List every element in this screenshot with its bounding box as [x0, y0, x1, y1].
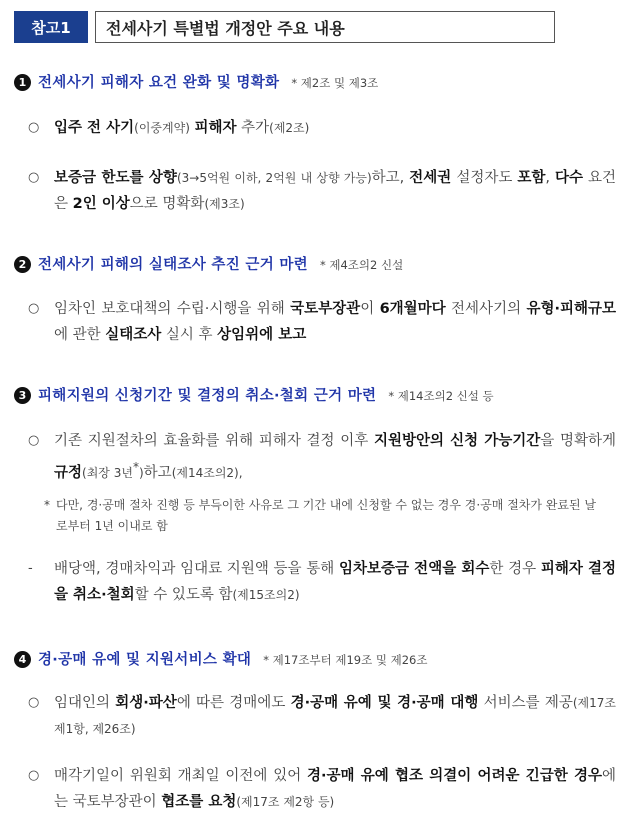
bullet-marker: ○ [28, 433, 40, 448]
section-2-heading [14, 253, 628, 274]
bullet-marker: ○ [28, 120, 40, 135]
item-text: 기존 지원절차의 효율화를 위해 피해자 결정 이후 지원방안의 신청 가능기간을 명확하게 규정(최장 3년*)하고(제14조의2), [54, 433, 616, 481]
footnote [44, 495, 606, 537]
section-3-heading [14, 384, 628, 405]
bullet-marker: * [44, 498, 50, 512]
list-item [28, 690, 616, 742]
bullet-marker: - [28, 561, 33, 576]
document-header [14, 11, 555, 43]
section-number-4: 4 [14, 651, 31, 668]
list-item [28, 115, 616, 141]
item-text: 입주 전 사기(이중계약) 피해자 추가(제2조) [54, 120, 310, 136]
section-title: 경·공매 유예 및 지원서비스 확대 [38, 652, 252, 668]
list-item [28, 428, 616, 486]
item-text: 보증금 한도를 상향(3→5억원 이하, 2억원 내 상향 가능)하고, 전세권 설정자도 포함, 다수 요건은 2인 이상으로 명확화(제3조) [54, 170, 617, 212]
list-item [28, 556, 616, 608]
section-4-heading [14, 648, 628, 669]
section-reference-note: * 제4조의2 신설 [319, 258, 404, 272]
item-text: 임대인의 회생·파산에 따른 경매에도 경·공매 유예 및 경·공매 대행 서비스를 제공(제17조 제1항, 제26조) [54, 695, 616, 736]
section-reference-note: * 제17조부터 제19조 및 제26조 [263, 653, 428, 667]
item-text: 매각기일이 위원회 개최일 이전에 있어 경·공매 유예 협조 의결이 어려운 긴급한 경우에는 국토부장관이 협조를 요청(제17조 제2항 등) [54, 768, 617, 810]
section-title: 전세사기 피해자 요건 완화 및 명확화 [38, 75, 280, 91]
bullet-marker: ○ [28, 170, 40, 185]
item-text: 다만, 경·공매 절차 진행 등 부득이한 사유로 그 기간 내에 신청할 수 없는 경우 경·공매 절차가 완료된 날로부터 1년 이내로 함 [56, 498, 596, 533]
section-title: 전세사기 피해의 실태조사 추진 근거 마련 [38, 257, 308, 273]
bullet-marker: ○ [28, 301, 40, 316]
reference-tag: 참고1 [14, 11, 88, 43]
section-reference-note: * 제2조 및 제3조 [291, 76, 379, 90]
document-title: 전세사기 특별법 개정안 주요 내용 [95, 11, 555, 43]
item-text: 배당액, 경매차익과 임대료 지원액 등을 통해 임차보증금 전액을 회수한 경우 피해자 결정을 취소·철회할 수 있도록 함(제15조의2) [54, 561, 617, 603]
section-number-2: 2 [14, 256, 31, 273]
item-text: 임차인 보호대책의 수립·시행을 위해 국토부장관이 6개월마다 전세사기의 유형·피해규모에 관한 실태조사 실시 후 상임위에 보고 [54, 301, 616, 343]
section-number-3: 3 [14, 387, 31, 404]
list-item [28, 296, 616, 348]
section-reference-note: * 제14조의2 신설 등 [388, 389, 494, 403]
list-item [28, 165, 616, 217]
section-1-heading [14, 71, 628, 92]
list-item [28, 763, 616, 815]
bullet-marker: ○ [28, 695, 40, 710]
bullet-marker: ○ [28, 768, 40, 783]
section-title: 피해지원의 신청기간 및 결정의 취소·철회 근거 마련 [38, 388, 377, 404]
section-number-1: 1 [14, 74, 31, 91]
